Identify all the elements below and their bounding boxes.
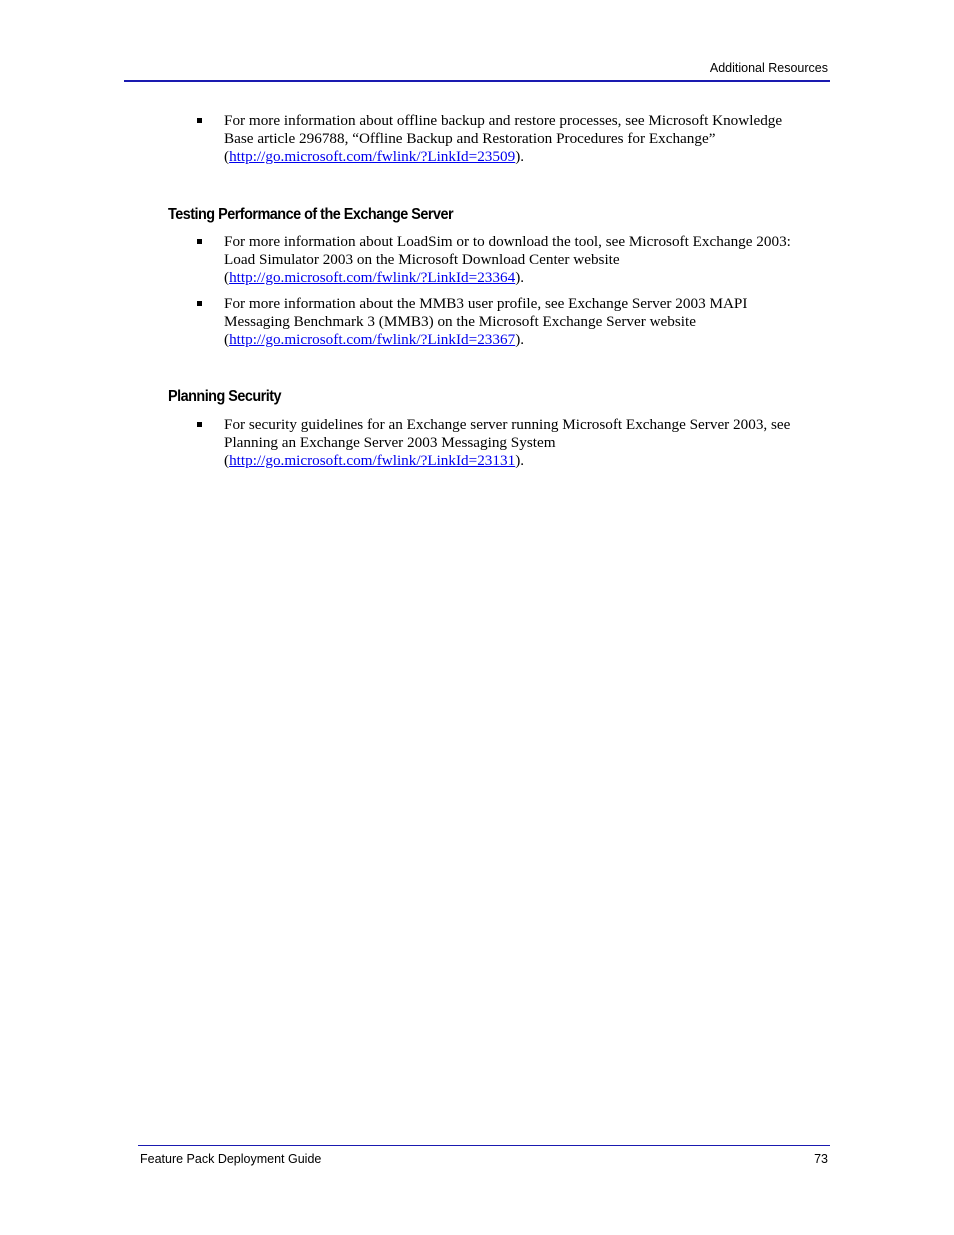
- section-heading: Planning Security: [168, 388, 282, 405]
- list-item-text: For more information about offline backup and restore processes, see Microsoft Knowledge: [224, 112, 783, 129]
- square-bullet-icon: [197, 239, 202, 244]
- reference-link[interactable]: http://go.microsoft.com/fwlink/?LinkId=23131: [229, 452, 516, 470]
- link-open-paren: (: [224, 452, 230, 470]
- reference-link[interactable]: http://go.microsoft.com/fwlink/?LinkId=23509: [229, 148, 516, 166]
- section-heading: Testing Performance of the Exchange Server: [168, 206, 454, 223]
- link-close-paren: ).: [515, 452, 525, 470]
- list-item-link-line: [224, 452, 824, 470]
- link-close-paren: ).: [515, 269, 525, 287]
- header-rule: [124, 80, 830, 82]
- reference-link[interactable]: http://go.microsoft.com/fwlink/?LinkId=23364: [229, 269, 516, 287]
- list-item-text: Load Simulator 2003 on the Microsoft Download Center website: [224, 251, 620, 269]
- list-item-link-line: [224, 331, 824, 349]
- list-item-link-line: [224, 148, 824, 166]
- list-item: [224, 112, 824, 167]
- link-open-paren: (: [224, 269, 230, 287]
- reference-link[interactable]: http://go.microsoft.com/fwlink/?LinkId=23367: [229, 331, 516, 349]
- link-open-paren: (: [224, 148, 230, 166]
- list-item: [224, 416, 824, 471]
- list-item-text: For security guidelines for an Exchange server running Microsoft Exchange Server 2003, see: [224, 416, 791, 433]
- footer-rule: [138, 1145, 830, 1146]
- list-item-text: Base article 296788, “Offline Backup and Restoration Procedures for Exchange”: [224, 130, 716, 148]
- square-bullet-icon: [197, 301, 202, 306]
- list-item-text: Planning an Exchange Server 2003 Messaging System: [224, 434, 556, 452]
- square-bullet-icon: [197, 118, 202, 123]
- link-close-paren: ).: [515, 148, 525, 166]
- list-item-link-line: [224, 269, 824, 287]
- list-item-text: Messaging Benchmark 3 (MMB3) on the Microsoft Exchange Server website: [224, 313, 696, 331]
- list-item-text: For more information about the MMB3 user profile, see Exchange Server 2003 MAPI: [224, 295, 748, 312]
- footer-doc-title: Feature Pack Deployment Guide: [140, 1152, 322, 1166]
- link-close-paren: ).: [515, 331, 525, 349]
- list-item-text: For more information about LoadSim or to download the tool, see Microsoft Exchange 2003:: [224, 233, 791, 250]
- list-item: [224, 295, 824, 350]
- link-open-paren: (: [224, 331, 230, 349]
- running-header-title: Additional Resources: [709, 61, 828, 75]
- list-item: [224, 233, 824, 288]
- square-bullet-icon: [197, 422, 202, 427]
- page-number: 73: [814, 1152, 828, 1166]
